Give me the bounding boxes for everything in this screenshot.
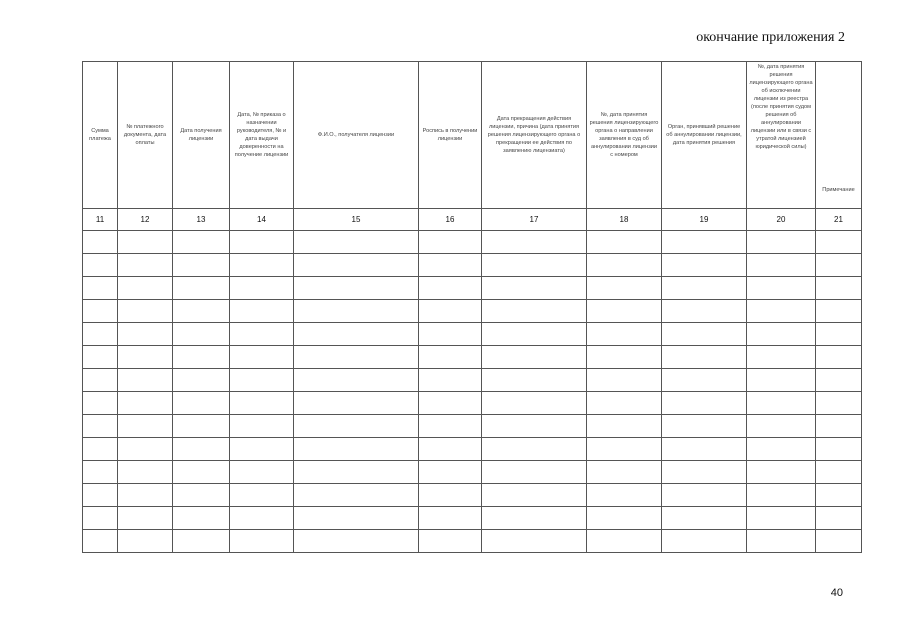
table-cell — [816, 392, 862, 415]
table-cell — [118, 323, 173, 346]
table-cell — [662, 438, 747, 461]
table-cell — [118, 300, 173, 323]
table-cell — [816, 415, 862, 438]
table-cell — [587, 300, 662, 323]
table-row — [83, 530, 862, 553]
table-cell — [83, 530, 118, 553]
table-cell — [83, 438, 118, 461]
table-cell — [662, 300, 747, 323]
table-cell — [482, 300, 587, 323]
table-cell — [230, 530, 294, 553]
table-cell — [747, 415, 816, 438]
table-row — [83, 300, 862, 323]
table-cell — [587, 484, 662, 507]
header-payment-document: № платежного документа, дата оплаты — [118, 62, 173, 209]
table-cell — [294, 484, 419, 507]
table-cell — [173, 530, 230, 553]
column-number: 20 — [747, 209, 816, 231]
table-cell — [294, 369, 419, 392]
table-cell — [587, 392, 662, 415]
table-cell — [294, 507, 419, 530]
header-court-referral: №, дата принятия решения лицензирующего органа о направлении заявления в суд об аннулировании лицензии с номером — [587, 62, 662, 209]
table-cell — [587, 415, 662, 438]
header-registry-exclusion: №, дата принятия решения лицензирующего органа об исключении лицензии из реестра (после принятия судом решения об аннулировании лицензии или в связи с утратой лицензией юридической силы) — [747, 62, 816, 209]
table-cell — [747, 254, 816, 277]
column-number: 17 — [482, 209, 587, 231]
table-cell — [587, 231, 662, 254]
table-cell — [482, 507, 587, 530]
table-row — [83, 507, 862, 530]
table-cell — [118, 369, 173, 392]
table-cell — [118, 507, 173, 530]
table-row — [83, 369, 862, 392]
table-cell — [816, 507, 862, 530]
table-cell — [747, 438, 816, 461]
table-cell — [419, 231, 482, 254]
table-cell — [662, 392, 747, 415]
table-cell — [294, 300, 419, 323]
table-cell — [230, 392, 294, 415]
table-cell — [816, 461, 862, 484]
table-cell — [587, 323, 662, 346]
column-number: 11 — [83, 209, 118, 231]
header-payment-amount: Сумма платежа — [83, 62, 118, 209]
appendix-caption: окончание приложения 2 — [696, 30, 845, 45]
table-cell — [482, 484, 587, 507]
table-cell — [118, 392, 173, 415]
table-row — [83, 254, 862, 277]
table-cell — [230, 231, 294, 254]
table-row — [83, 231, 862, 254]
table-cell — [747, 507, 816, 530]
table-cell — [662, 323, 747, 346]
table-cell — [419, 369, 482, 392]
table-cell — [747, 300, 816, 323]
table-cell — [118, 484, 173, 507]
table-cell — [816, 254, 862, 277]
table-cell — [662, 231, 747, 254]
header-signature: Роспись в получении лицензии — [419, 62, 482, 209]
table-cell — [587, 369, 662, 392]
table-cell — [816, 369, 862, 392]
table-cell — [294, 277, 419, 300]
table-cell — [83, 323, 118, 346]
table-cell — [230, 438, 294, 461]
table-cell — [173, 254, 230, 277]
header-row — [83, 62, 862, 209]
table-cell — [83, 254, 118, 277]
table-cell — [83, 369, 118, 392]
table-cell — [83, 507, 118, 530]
table-cell — [118, 254, 173, 277]
table-row — [83, 323, 862, 346]
table-cell — [816, 231, 862, 254]
header-termination-date: Дата прекращения действия лицензии, причина (дата принятия решения лицензирующего органа о прекращении ее действия по заявлению лицензиата) — [482, 62, 587, 209]
table-cell — [230, 415, 294, 438]
table-cell — [173, 461, 230, 484]
table-cell — [816, 484, 862, 507]
header-receipt-date: Дата получения лицензии — [173, 62, 230, 209]
table-cell — [230, 323, 294, 346]
table-cell — [294, 254, 419, 277]
table-cell — [816, 438, 862, 461]
table-cell — [118, 277, 173, 300]
table-cell — [118, 415, 173, 438]
table-cell — [482, 415, 587, 438]
table-cell — [747, 392, 816, 415]
table-cell — [173, 346, 230, 369]
table-cell — [419, 530, 482, 553]
column-number: 18 — [587, 209, 662, 231]
table-cell — [230, 300, 294, 323]
table-cell — [294, 346, 419, 369]
table-cell — [747, 277, 816, 300]
table-cell — [482, 277, 587, 300]
table-cell — [482, 461, 587, 484]
table-cell — [83, 300, 118, 323]
table-cell — [294, 438, 419, 461]
table-cell — [419, 300, 482, 323]
table-cell — [816, 277, 862, 300]
table-cell — [482, 392, 587, 415]
column-number: 15 — [294, 209, 419, 231]
table-cell — [419, 392, 482, 415]
table-cell — [482, 323, 587, 346]
table-cell — [587, 346, 662, 369]
table-row — [83, 277, 862, 300]
header-annulment-authority: Орган, принявший решение об аннулировании лицензии, дата принятия решения — [662, 62, 747, 209]
table-cell — [662, 507, 747, 530]
table-cell — [230, 254, 294, 277]
table-cell — [118, 461, 173, 484]
table-cell — [173, 369, 230, 392]
table-cell — [587, 507, 662, 530]
header-note: Примечание — [816, 62, 862, 209]
table-cell — [747, 461, 816, 484]
table-cell — [173, 231, 230, 254]
table-cell — [294, 530, 419, 553]
table-cell — [482, 530, 587, 553]
table-cell — [230, 369, 294, 392]
table-cell — [419, 484, 482, 507]
table-cell — [83, 461, 118, 484]
column-number: 12 — [118, 209, 173, 231]
table-cell — [173, 507, 230, 530]
table-cell — [173, 300, 230, 323]
table-row — [83, 415, 862, 438]
table-row — [83, 438, 862, 461]
table-cell — [230, 346, 294, 369]
table-cell — [230, 277, 294, 300]
table-cell — [230, 461, 294, 484]
table-cell — [294, 323, 419, 346]
table-cell — [419, 323, 482, 346]
table-cell — [747, 484, 816, 507]
table-cell — [419, 507, 482, 530]
table-cell — [83, 277, 118, 300]
table-cell — [118, 231, 173, 254]
table-cell — [662, 346, 747, 369]
table-cell — [662, 415, 747, 438]
table-cell — [662, 530, 747, 553]
table-cell — [482, 254, 587, 277]
table-row — [83, 346, 862, 369]
table-cell — [816, 300, 862, 323]
table-cell — [816, 323, 862, 346]
table-cell — [662, 369, 747, 392]
table-cell — [587, 277, 662, 300]
table-row — [83, 392, 862, 415]
table-cell — [482, 369, 587, 392]
table-cell — [419, 438, 482, 461]
table-cell — [173, 277, 230, 300]
table-cell — [83, 392, 118, 415]
table-cell — [482, 346, 587, 369]
column-number: 14 — [230, 209, 294, 231]
license-register-table — [82, 61, 862, 553]
table-cell — [83, 484, 118, 507]
table-cell — [587, 438, 662, 461]
table-cell — [230, 484, 294, 507]
table-cell — [83, 231, 118, 254]
table-cell — [747, 231, 816, 254]
table-cell — [662, 484, 747, 507]
table-cell — [662, 277, 747, 300]
table-row — [83, 484, 862, 507]
table-cell — [419, 461, 482, 484]
table-cell — [419, 346, 482, 369]
table-cell — [587, 461, 662, 484]
column-number-row — [83, 209, 862, 231]
table-cell — [747, 369, 816, 392]
table-cell — [419, 415, 482, 438]
header-recipient-name: Ф.И.О., получателя лицензии — [294, 62, 419, 209]
column-number: 19 — [662, 209, 747, 231]
table-cell — [747, 346, 816, 369]
table-cell — [118, 438, 173, 461]
table-cell — [419, 254, 482, 277]
table-cell — [419, 277, 482, 300]
table-cell — [482, 231, 587, 254]
table-cell — [118, 530, 173, 553]
table-cell — [83, 346, 118, 369]
table-cell — [816, 346, 862, 369]
column-number: 21 — [816, 209, 862, 231]
table-cell — [587, 254, 662, 277]
table-cell — [662, 254, 747, 277]
table-cell — [173, 415, 230, 438]
table-row — [83, 461, 862, 484]
table-cell — [816, 530, 862, 553]
page-number: 40 — [830, 587, 843, 599]
column-number: 13 — [173, 209, 230, 231]
table-cell — [173, 438, 230, 461]
table-cell — [173, 323, 230, 346]
table-cell — [747, 530, 816, 553]
table-cell — [173, 392, 230, 415]
column-number: 16 — [419, 209, 482, 231]
table-cell — [587, 530, 662, 553]
table-cell — [294, 392, 419, 415]
table-cell — [294, 231, 419, 254]
table-cell — [747, 323, 816, 346]
table-cell — [83, 415, 118, 438]
table-cell — [662, 461, 747, 484]
table-cell — [173, 484, 230, 507]
table-cell — [230, 507, 294, 530]
table-cell — [294, 415, 419, 438]
table-cell — [482, 438, 587, 461]
table-cell — [294, 461, 419, 484]
header-order-power-of-attorney: Дата, № приказа о назначении руководителя, № и дата выдачи доверенности на получение лицензии — [230, 62, 294, 209]
table-cell — [118, 346, 173, 369]
